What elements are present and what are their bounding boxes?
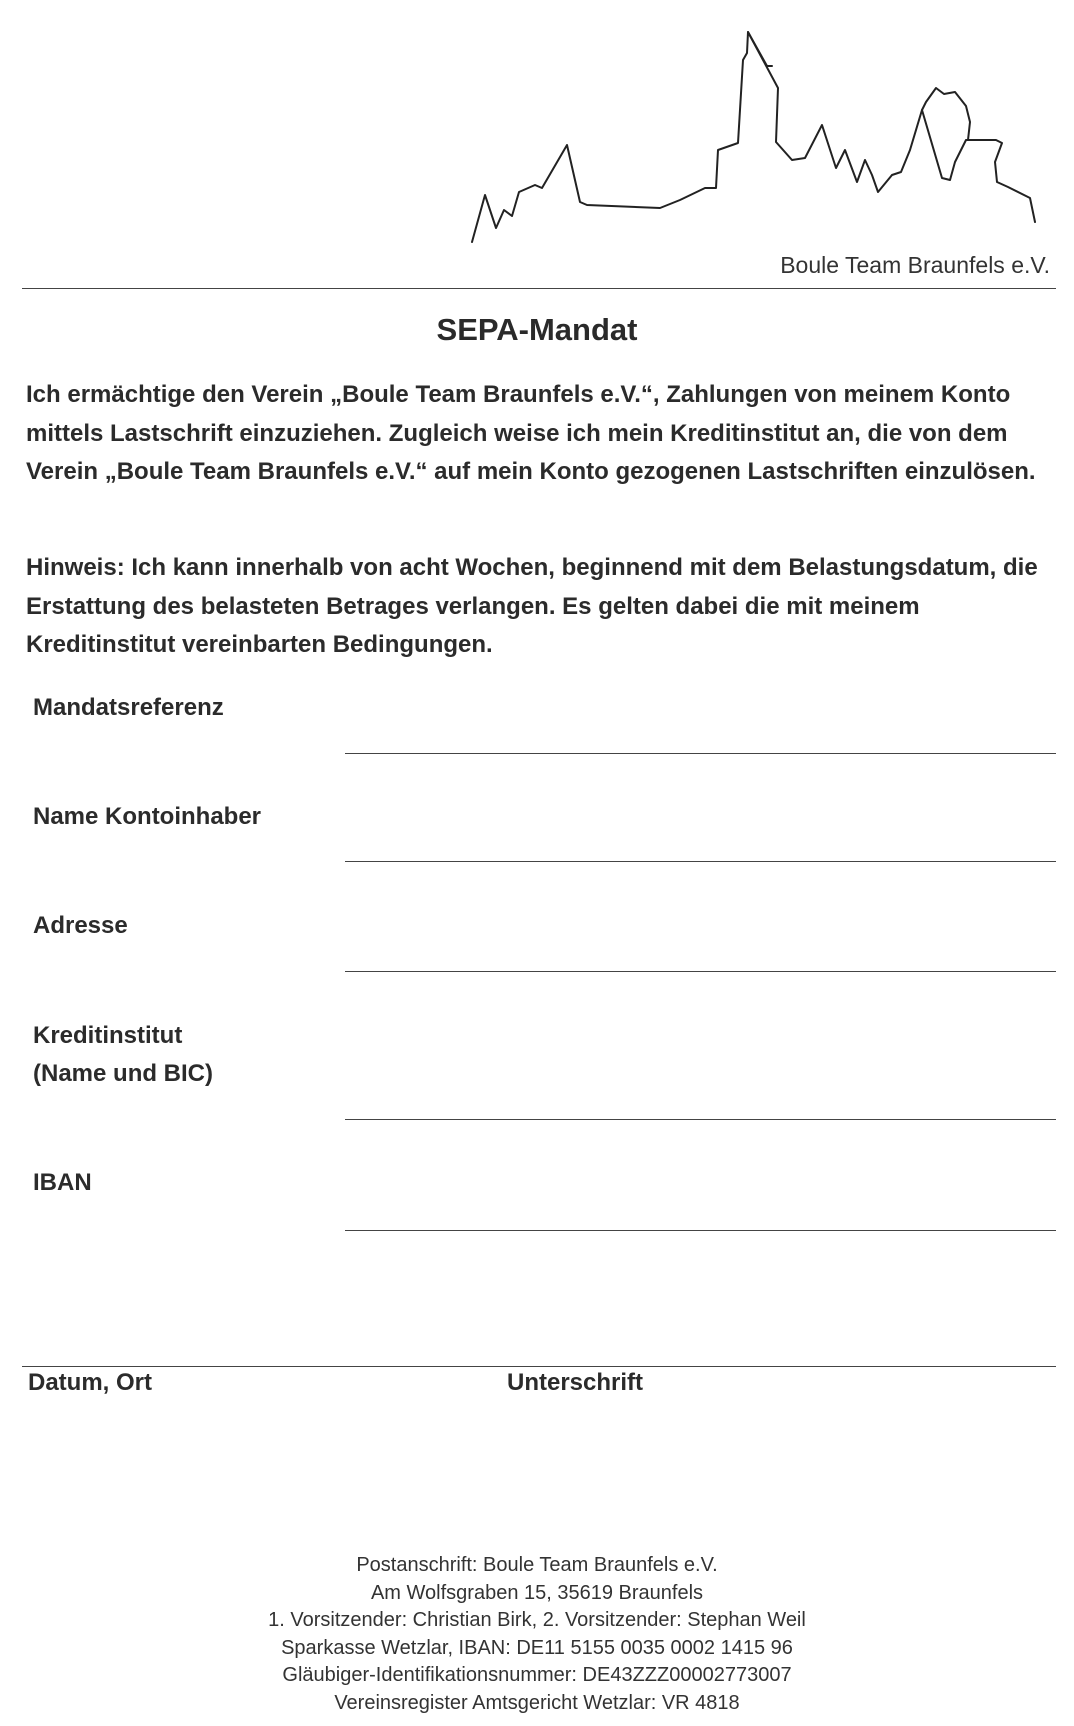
- address-label: Adresse: [33, 912, 128, 939]
- footer-bank: Sparkasse Wetzlar, IBAN: DE11 5155 0035 0002 1415 96: [281, 1636, 793, 1659]
- date-place-label: Datum, Ort: [28, 1369, 153, 1396]
- authorization-text: Ich ermächtige den Verein „Boule Team Braunfels e.V.“, Zahlungen von meinem Konto mittels Lastschrift einzuziehen. Zugleich weise ich mein Kreditinstitut an, die von dem Verein „Boule Team Braunfels e.V.“ auf mein Konto gezogenen Lastschriften einzulösen.: [26, 381, 1036, 485]
- bank-label-line1: Kreditinstitut: [33, 1022, 183, 1049]
- header-divider: [22, 288, 1056, 289]
- footer-register: Vereinsregister Amtsgericht Wetzlar: VR 4818: [334, 1691, 740, 1714]
- castle-skyline-icon: [460, 10, 1060, 250]
- bank-label-line2: (Name und BIC): [33, 1060, 213, 1087]
- iban-label: IBAN: [33, 1169, 92, 1196]
- footer: [0, 1552, 1074, 1717]
- page-title: SEPA-Mandat: [436, 312, 638, 347]
- signature-label: Unterschrift: [507, 1369, 644, 1396]
- iban-field[interactable]: [345, 1230, 1056, 1231]
- bank-field[interactable]: [345, 1119, 1056, 1120]
- org-name: Boule Team Braunfels e.V.: [780, 252, 1050, 278]
- bank-label: [33, 1017, 213, 1093]
- footer-chairmen: 1. Vorsitzender: Christian Birk, 2. Vorsitzender: Stephan Weil: [268, 1609, 806, 1631]
- mandate-reference-field[interactable]: [345, 753, 1056, 754]
- account-holder-label: Name Kontoinhaber: [33, 803, 262, 830]
- account-holder-field[interactable]: [345, 861, 1056, 862]
- mandate-reference-label: Mandatsreferenz: [33, 694, 224, 721]
- notice-text: Hinweis: Ich kann innerhalb von acht Wochen, beginnend mit dem Belastungsdatum, die Erstattung des belasteten Betrages verlangen. Es gelten dabei die mit meinem Kreditinstitut vereinbarten Bedingungen.: [26, 554, 1038, 658]
- signature-line[interactable]: [22, 1366, 1056, 1367]
- footer-creditor-id: Gläubiger-Identifikationsnummer: DE43ZZZ00002773007: [282, 1664, 792, 1686]
- footer-postal-address: Postanschrift: Boule Team Braunfels e.V.: [356, 1554, 718, 1576]
- footer-street: Am Wolfsgraben 15, 35619 Braunfels: [370, 1581, 704, 1604]
- address-field[interactable]: [345, 971, 1056, 972]
